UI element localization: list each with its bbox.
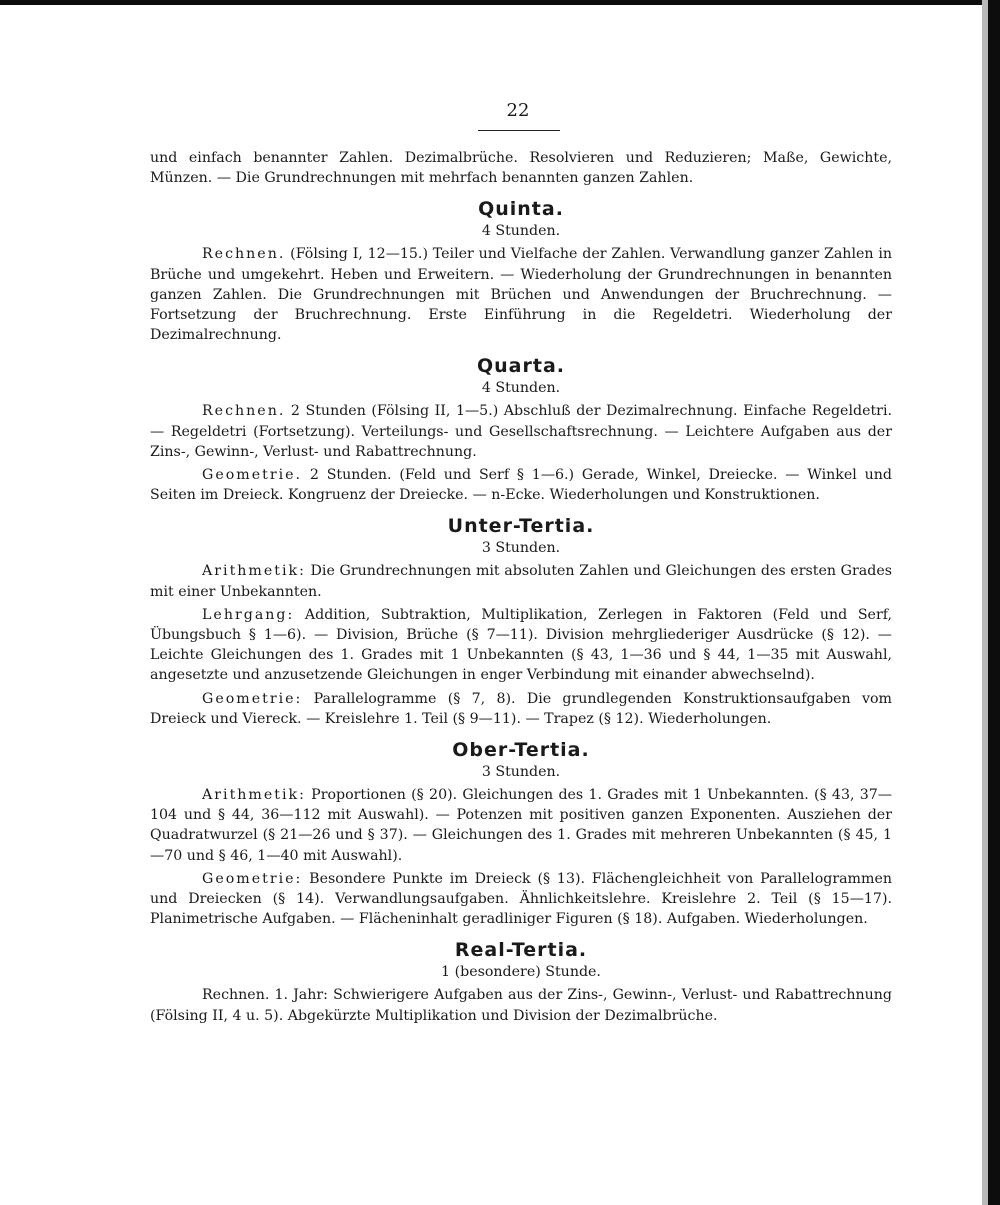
- subject-label: Rechnen.: [202, 987, 270, 1004]
- section-hours-real-tertia: 1 (besondere) Stunde.: [441, 964, 601, 981]
- unter-tertia-geometrie-paragraph: [150, 689, 892, 729]
- real-tertia-rechnen-paragraph: [150, 985, 892, 1025]
- subject-text: Addition, Subtraktion, Multiplikation, Zerlegen in Faktoren (Feld und Serf, Übungsbuch § 1—6). — Division, Brüche (§ 7—11). Division mehrgliederiger Ausdrücke (§ 12). — Leichte Gleichungen des 1. Grades mit 1 Unbekannten (§ 43, 1—36 und § 44, 1—35 mit Auswahl, angesetzte und anzusetzende Gleichungen in enger Verbindung mit einander abwechselnd).: [150, 606, 892, 684]
- scan-border-top: [0, 0, 1000, 5]
- subject-text: Proportionen (§ 20). Gleichungen des 1. Grades mit 1 Unbekannten. (§ 43, 37—104 und § 44, 36—112 mit Auswahl). — Potenzen mit positiven ganzen Exponenten. Ausziehen der Quadratwurzel (§ 21—26 und § 37). — Gleichungen des 1. Grades mit mehreren Unbekannten (§ 45, 1—70 und § 46, 1—40 mit Auswahl).: [150, 787, 893, 864]
- scan-border-right: [988, 0, 1000, 1205]
- section-hours-unter-tertia: 3 Stunden.: [481, 540, 561, 557]
- section-hours-quinta: 4 Stunden.: [481, 223, 561, 240]
- subject-label: Lehrgang:: [202, 606, 295, 623]
- section-heading-quinta: Quinta.: [478, 198, 564, 221]
- subject-label: Arithmetik:: [202, 787, 306, 804]
- quarta-rechnen-paragraph: [150, 401, 892, 462]
- unter-tertia-lehrgang-paragraph: [150, 605, 892, 686]
- unter-tertia-arithmetik-paragraph: [150, 561, 892, 601]
- section-hours-ober-tertia: 3 Stunden.: [481, 764, 561, 781]
- section-heading-quarta: Quarta.: [477, 355, 565, 378]
- subject-label: Rechnen.: [202, 246, 286, 263]
- section-heading-real-tertia: Real-Tertia.: [454, 939, 588, 962]
- section-hours-quarta: 4 Stunden.: [481, 380, 561, 397]
- subject-label: Geometrie.: [202, 467, 303, 484]
- intro-paragraph: und einfach benannter Zahlen. Dezimalbrüche. Resolvieren und Reduzieren; Maße, Gewichte, Münzen. — Die Grundrechnungen mit mehrfach benannten ganzen Zahlen.: [150, 150, 892, 187]
- subject-text: Parallelogramme (§ 7, 8). Die grundlegenden Konstruktionsaufgaben vom Dreieck und Viereck. — Kreislehre 1. Teil (§ 9—11). — Trapez (§ 12). Wiederholungen.: [150, 690, 892, 727]
- quinta-rechnen-paragraph: [150, 244, 892, 345]
- page-number-rule: [478, 130, 560, 131]
- subject-text: Die Grundrechnungen mit absoluten Zahlen und Gleichungen des ersten Grades mit einer Unbekannten.: [150, 563, 892, 600]
- section-heading-unter-tertia: Unter-Tertia.: [447, 515, 595, 538]
- section-heading-ober-tertia: Ober-Tertia.: [452, 739, 590, 762]
- ober-tertia-geometrie-paragraph: [150, 869, 892, 930]
- subject-text: 2 Stunden (Fölsing II, 1—5.) Abschluß der Dezimalrechnung. Einfache Regeldetri. — Regeldetri (Fortsetzung). Verteilungs- und Gesellschaftsrechnung. — Leichtere Aufgaben aus der Zins-, Gewinn-, Verlust- und Rabattrechnung.: [150, 403, 893, 460]
- subject-text: Schwierigere Aufgaben aus der Zins-, Gewinn-, Verlust- und Rabattrechnung (Fölsing II, 4 u. 5). Abgekürzte Multiplikation und Division der Dezimalbrüche.: [150, 987, 892, 1024]
- subject-text: Besondere Punkte im Dreieck (§ 13). Flächengleichheit von Parallelogrammen und Dreiecken (§ 14). Verwandlungsaufgaben. Ähnlichkeitslehre. Kreislehre 2. Teil (§ 15—17). Planimetrische Aufgaben. — Flächeninhalt geradliniger Figuren (§ 18). Aufgaben. Wiederholungen.: [150, 870, 892, 928]
- page-body: [150, 148, 892, 1026]
- subject-text: 2 Stunden. (Feld und Serf § 1—6.) Gerade, Winkel, Dreiecke. — Winkel und Seiten im Dreieck. Kongruenz der Dreiecke. — n-Ecke. Wiederholungen und Konstruktionen.: [150, 467, 892, 504]
- page-number: 22: [506, 100, 530, 121]
- quarta-geometrie-paragraph: [150, 465, 892, 505]
- subject-label: Geometrie:: [202, 870, 303, 887]
- subject-label: Geometrie:: [202, 690, 303, 707]
- subject-text: (Fölsing I, 12—15.) Teiler und Vielfache der Zahlen. Verwandlung ganzer Zahlen in Brüche und umgekehrt. Heben und Erweitern. — Wiederholung der Grundrechnungen in benannten ganzen Zahlen. Die Grundrechnungen mit Brüchen und Anwendungen der Bruchrechnung. — Fortsetzung der Bruchrechnung. Erste Einführung in die Regeldetri. Wiederholung der Dezimalrechnung.: [150, 246, 893, 344]
- subject-label: Rechnen.: [202, 403, 286, 420]
- subject-label: Arithmetik:: [202, 563, 306, 580]
- ober-tertia-arithmetik-paragraph: [150, 785, 892, 866]
- year-label: 1. Jahr:: [274, 987, 328, 1004]
